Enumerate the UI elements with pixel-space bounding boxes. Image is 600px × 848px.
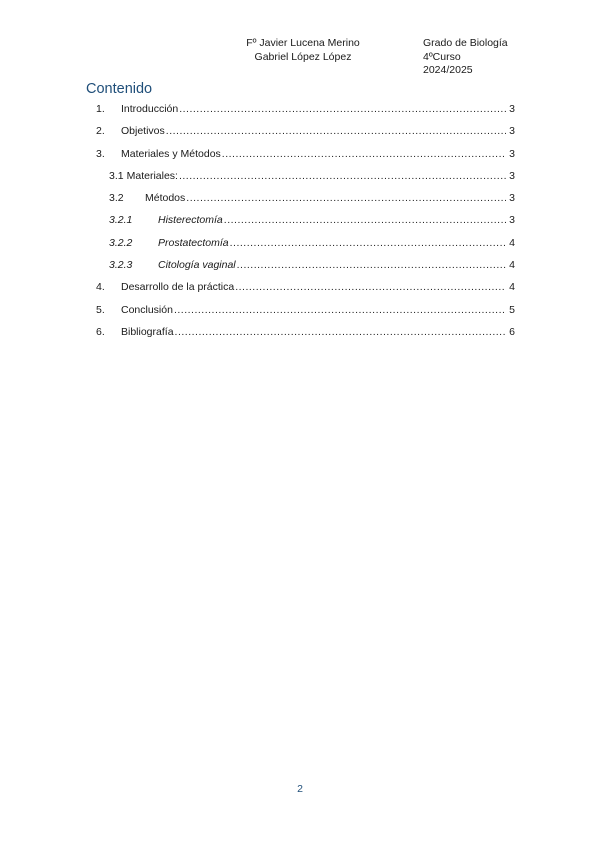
- toc-entry-number: 3.2: [109, 192, 124, 205]
- toc-dot-leader: [175, 325, 507, 339]
- toc-dot-leader: [237, 258, 507, 272]
- toc-entry-bibliografia[interactable]: [96, 324, 515, 346]
- toc-entry-page: 4: [509, 236, 515, 249]
- toc-entry-label: Introducción: [121, 103, 179, 115]
- toc-dot-leader: [174, 303, 506, 317]
- toc-entry-number: 4.: [96, 281, 105, 294]
- table-of-contents: [96, 101, 515, 346]
- toc-entry-desarrollo[interactable]: [96, 279, 515, 301]
- toc-entry-page: 4: [509, 281, 515, 294]
- toc-entry-introduccion[interactable]: [96, 101, 515, 123]
- toc-dot-leader: [230, 236, 507, 250]
- toc-entry-objetivos[interactable]: [96, 123, 515, 145]
- toc-dot-leader: [179, 102, 506, 116]
- author-name: Gabriel López López: [254, 50, 352, 63]
- toc-dot-leader: [186, 191, 506, 205]
- toc-entry-page: 4: [509, 259, 515, 272]
- toc-entry-label: Desarrollo de la práctica: [121, 281, 235, 294]
- toc-entry-materiales-y-metodos[interactable]: [96, 146, 515, 168]
- toc-title: Contenido: [86, 81, 153, 97]
- toc-entry-number: 1.: [96, 103, 105, 115]
- toc-entry-metodos[interactable]: [96, 190, 515, 212]
- toc-entry-number: 3.2.2: [109, 236, 133, 249]
- toc-entry-label: Conclusión: [121, 303, 173, 316]
- toc-dot-leader: [179, 169, 506, 183]
- toc-entry-label: Objetivos: [121, 125, 165, 138]
- toc-entry-page: 3: [509, 192, 515, 205]
- toc-dot-leader: [166, 124, 506, 138]
- course-year: 4ºCurso: [423, 50, 461, 63]
- toc-entry-number: 3.1: [109, 169, 124, 182]
- toc-entry-page: 3: [509, 169, 515, 182]
- toc-entry-label: Bibliografía: [121, 325, 174, 338]
- toc-entry-page: 3: [509, 214, 515, 227]
- toc-entry-page: 3: [509, 125, 515, 138]
- toc-entry-label: Histerectomía: [158, 214, 223, 227]
- toc-entry-conclusion[interactable]: [96, 302, 515, 324]
- toc-entry-number: 2.: [96, 125, 105, 138]
- toc-entry-materiales[interactable]: [96, 168, 515, 190]
- toc-entry-number: 5.: [96, 303, 105, 316]
- toc-entry-citologia-vaginal[interactable]: [96, 257, 515, 279]
- toc-entry-prostatectomia[interactable]: [96, 235, 515, 257]
- toc-dot-leader: [235, 280, 506, 294]
- toc-entry-number: 6.: [96, 325, 105, 338]
- header-authors: [238, 37, 368, 64]
- toc-entry-page: 6: [509, 325, 515, 338]
- toc-dot-leader: [222, 147, 506, 161]
- toc-dot-leader: [224, 213, 506, 227]
- toc-entry-label: Prostatectomía: [158, 236, 229, 249]
- toc-entry-page: 3: [509, 147, 515, 160]
- toc-entry-histerectomia[interactable]: [96, 212, 515, 234]
- toc-entry-label: Citología vaginal: [158, 259, 236, 272]
- toc-entry-label: Materiales:: [126, 169, 178, 182]
- toc-entry-page: 3: [509, 103, 515, 115]
- toc-entry-label: Métodos: [145, 192, 186, 205]
- toc-entry-number: 3.2.3: [109, 259, 133, 272]
- academic-year: 2024/2025: [423, 64, 473, 76]
- page-number: 2: [297, 783, 303, 795]
- header-course-info: [423, 37, 508, 78]
- toc-entry-number: 3.: [96, 147, 105, 160]
- toc-entry-number: 3.2.1: [109, 214, 133, 227]
- toc-entry-page: 5: [509, 303, 515, 316]
- toc-entry-label: Materiales y Métodos: [121, 147, 221, 160]
- degree-name: Grado de Biología: [423, 37, 508, 49]
- author-name: Fº Javier Lucena Merino: [246, 37, 360, 49]
